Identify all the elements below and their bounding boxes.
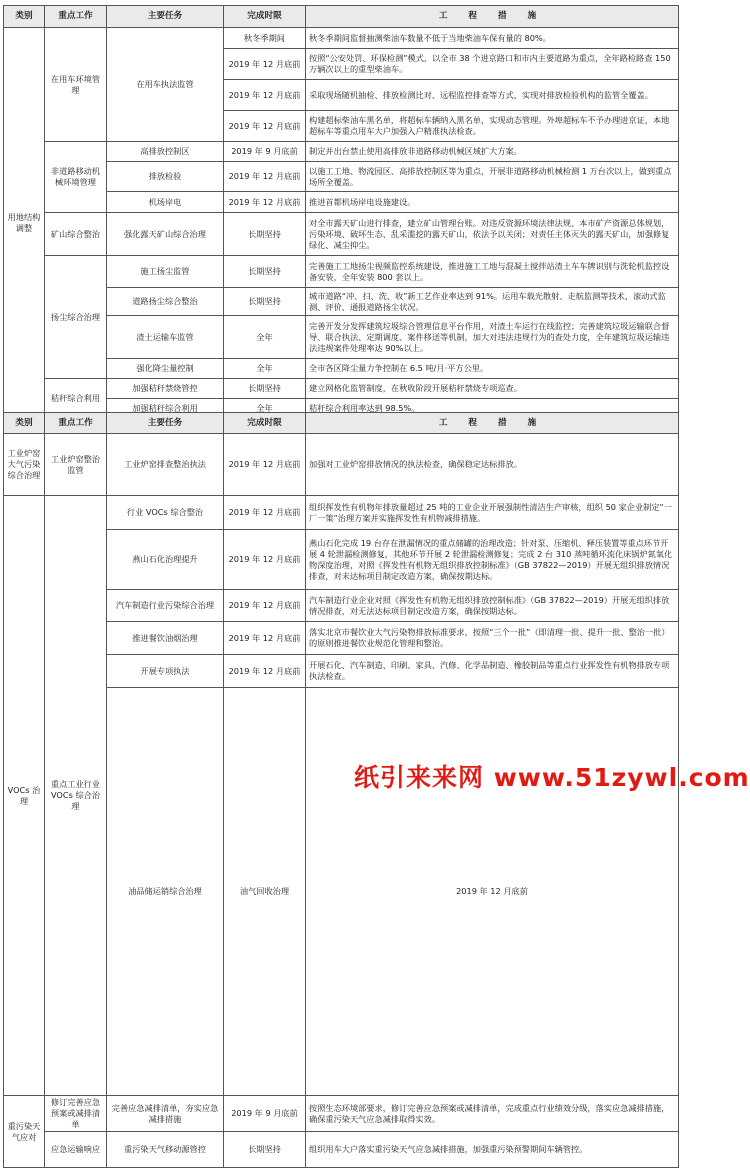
task-cell: 施工扬尘监管 (107, 256, 224, 288)
measure-cell: 对全市露天矿山进行排查，建立矿山管理台账。对违反资源环境法律法规、本市矿产资源总体规划，污染环境、破坏生态、乱采滥挖的露天矿山，依法予以关闭；对责任主体灭失的露天矿山，加强修复绿化、减尘抑尘。 (306, 213, 679, 256)
header-main-task: 主要任务 (107, 6, 224, 28)
measure-cell: 汽车制造行业企业对照《挥发性有机物无组织排放控制标准》（GB 37822—2019）开展无组织排放情况排查，对无法达标项目制定改造方案，确保按期达标。 (306, 590, 679, 622)
measure-cell: 采取现场随机抽检、排放检测比对、远程监控排查等方式，实现对排放检验机构的监管全覆盖。 (306, 80, 679, 111)
measures-table-1 (3, 5, 679, 419)
measure-cell: 开展石化、汽车制造、印刷、家具、汽修、化学品制造、橡胶制品等重点行业挥发性有机物排放专项执法检查。 (306, 655, 679, 688)
deadline-cell: 2019 年 12 月底前 (224, 162, 306, 192)
task-cell: 渣土运输车监管 (107, 316, 224, 359)
task-cell: 高排放控制区 (107, 142, 224, 162)
task-cell: 燕山石化治理提升 (107, 530, 224, 590)
task-cell: 加强秸秆禁烧管控 (107, 379, 224, 399)
measure-cell: 完善开发分发挥建筑垃圾综合管理信息平台作用，对渣土车运行在线监控；完善建筑垃圾运输联合督导、联合执法、定期调度、案件移送等机制，加大对违法违规行为的查处力度，全年建筑垃圾运输违法违规案件处理率达 90%以上。 (306, 316, 679, 359)
header-main-task: 主要任务 (107, 413, 224, 434)
measure-cell: 落实北京市餐饮业大气污染物排放标准要求，按照“三个一批”（即清理一批、提升一批、整治一批）的原则推进餐饮业规范化管理和整治。 (306, 622, 679, 655)
task-cell: 机场岸电 (107, 192, 224, 213)
header-category: 类别 (4, 413, 45, 434)
header-key-work: 重点工作 (45, 6, 107, 28)
category-cell: 用地结构调整 (4, 28, 45, 419)
work-cell: 修订完善应急预案或减排清单 (45, 1096, 107, 1132)
deadline-cell: 2019 年 12 月底前 (224, 655, 306, 688)
measure-cell: 秸秆综合利用率达到 98.5%。 (306, 399, 679, 419)
task-cell: 完善应急减排清单，夯实应急减排措施 (107, 1096, 224, 1132)
header-deadline: 完成时限 (224, 413, 306, 434)
category-cell: 重污染天气应对 (4, 1096, 45, 1168)
measure-cell: 组织挥发性有机物年排放量超过 25 吨的工业企业开展强制性清洁生产审核，组织 50 家企业制定“一厂一策”治理方案并实施挥发性有机物减排措施。 (306, 496, 679, 530)
deadline-cell: 全年 (224, 316, 306, 359)
deadline-cell: 2019 年 12 月底前 (224, 434, 306, 496)
deadline-cell: 2019 年 9 月底前 (224, 1096, 306, 1132)
deadline-cell: 2019 年 12 月底前 (224, 49, 306, 80)
measure-cell: 加强对工业炉窑排放情况的执法检查，确保稳定达标排放。 (306, 434, 679, 496)
deadline-cell: 长期坚持 (224, 256, 306, 288)
header-key-work: 重点工作 (45, 413, 107, 434)
measure-cell: 制定并出台禁止使用高排放非道路移动机械区域扩大方案。 (306, 142, 679, 162)
header-measures: 工 程 措 施 (306, 6, 679, 28)
work-cell: 工业炉窑整治监管 (45, 434, 107, 496)
task-cell: 排放检验 (107, 162, 224, 192)
deadline-cell: 全年 (224, 359, 306, 379)
task-cell: 开展专项执法 (107, 655, 224, 688)
measure-cell: 按照生态环境部要求，修订完善应急预案或减排清单，完成重点行业绩效分级，落实应急减排措施，确保重污染天气应急减排取得实效。 (306, 1096, 679, 1132)
work-cell: 应急运输响应 (45, 1132, 107, 1168)
work-cell: 重点工业行业 VOCs 综合治理 (45, 496, 107, 1096)
task-cell: 重污染天气移动源管控 (107, 1132, 224, 1168)
deadline-cell: 秋冬季期间 (224, 28, 306, 49)
measure-cell: 推进首都机场岸电设施建设。 (306, 192, 679, 213)
category-cell: 工业炉窑大气污染综合治理 (4, 434, 45, 496)
header-measures: 工 程 措 施 (306, 413, 679, 434)
measure-cell: 秋冬季期间监督抽测柴油车数量不低于当地柴油车保有量的 80%。 (306, 28, 679, 49)
task-cell: 油气回收治理 (224, 688, 306, 1096)
watermark: 纸引来来网 www.51zywl.com (354, 763, 750, 792)
task-cell: 行业 VOCs 综合整治 (107, 496, 224, 530)
measure-cell: 燕山石化完成 19 台存在泄漏情况的重点储罐的治理改造；针对泵、压缩机、释压装置等重点环节开展 4 轮泄漏检测修复，其他环节开展 2 轮泄漏检测修复；完成 2 台 310 蒸吨循环流化床锅炉氮氧化物深度治理，对照《挥发性有机物无组织排放控制标准》（GB 37822—2019）开展无组织排放情况排查，对未达标项目制定改造方案，确保按期达标。 (306, 530, 679, 590)
work-cell: 秸秆综合利用 (45, 379, 107, 419)
measure-cell: 以施工工地、物流园区、高排放控制区等为重点，开展非道路移动机械检测 1 万台次以上，做到重点场所全覆盖。 (306, 162, 679, 192)
work-cell: 在用车环境管理 (45, 28, 107, 142)
deadline-cell: 2019 年 12 月底前 (224, 80, 306, 111)
deadline-cell: 全年 (224, 399, 306, 419)
deadline-cell: 2019 年 9 月底前 (224, 142, 306, 162)
task-cell: 加强秸秆综合利用 (107, 399, 224, 419)
task-cell: 工业炉窑排查整治执法 (107, 434, 224, 496)
task-cell: 道路扬尘综合整治 (107, 288, 224, 316)
measure-cell: 构建超标柴油车黑名单，将超标车辆纳入黑名单，实现动态管理。外埠超标车不予办理进京证，本地超标车等重点用车大户加强入户精准执法检查。 (306, 111, 679, 142)
work-cell: 矿山综合整治 (45, 213, 107, 256)
task-cell: 汽车制造行业污染综合治理 (107, 590, 224, 622)
work-cell: 非道路移动机械环境管理 (45, 142, 107, 213)
deadline-cell: 长期坚持 (224, 379, 306, 399)
deadline-cell: 2019 年 12 月底前 (224, 111, 306, 142)
measure-cell: 组织用车大户落实重污染天气应急减排措施，加强重污染预警期间车辆管控。 (306, 1132, 679, 1168)
task-cell: 推进餐饮油烟治理 (107, 622, 224, 655)
task-cell: 在用车执法监管 (107, 28, 224, 142)
work-cell: 扬尘综合治理 (45, 256, 107, 379)
measure-cell: 城市道路“冲、扫、洗、收”新工艺作业率达到 91%。运用车载光散射、走航监测等技术，滚动式监测、评价、通报道路扬尘状况。 (306, 288, 679, 316)
measure-cell: 完善施工工地扬尘视频监控系统建设，推进施工工地与混凝土搅拌站渣土车车牌识别与洗轮机监控设备安装，全年安装 800 套以上。 (306, 256, 679, 288)
deadline-cell: 2019 年 12 月底前 (224, 590, 306, 622)
deadline-cell: 长期坚持 (224, 213, 306, 256)
measure-cell: 全市各区降尘量力争控制在 6.5 吨/月·平方公里。 (306, 359, 679, 379)
deadline-cell: 长期坚持 (224, 1132, 306, 1168)
task-cell: 强化降尘量控制 (107, 359, 224, 379)
header-deadline: 完成时限 (224, 6, 306, 28)
deadline-cell: 2019 年 12 月底前 (224, 530, 306, 590)
work-cell: 油品储运销综合治理 (107, 688, 224, 1096)
measure-cell: 建立网格化监管制度，在秋收阶段开展秸秆禁烧专项巡查。 (306, 379, 679, 399)
header-category: 类别 (4, 6, 45, 28)
deadline-cell: 长期坚持 (224, 288, 306, 316)
deadline-cell: 2019 年 12 月底前 (224, 496, 306, 530)
task-cell: 强化露天矿山综合治理 (107, 213, 224, 256)
category-cell: VOCs 治理 (4, 496, 45, 1096)
measure-cell: 按照“公安处罚、环保检测”模式，以全市 38 个进京路口和市内主要道路为重点，全年路检路查 150 万辆次以上的重型柴油车。 (306, 49, 679, 80)
deadline-cell: 2019 年 12 月底前 (224, 622, 306, 655)
deadline-cell: 2019 年 12 月底前 (306, 688, 679, 1096)
deadline-cell: 2019 年 12 月底前 (224, 192, 306, 213)
